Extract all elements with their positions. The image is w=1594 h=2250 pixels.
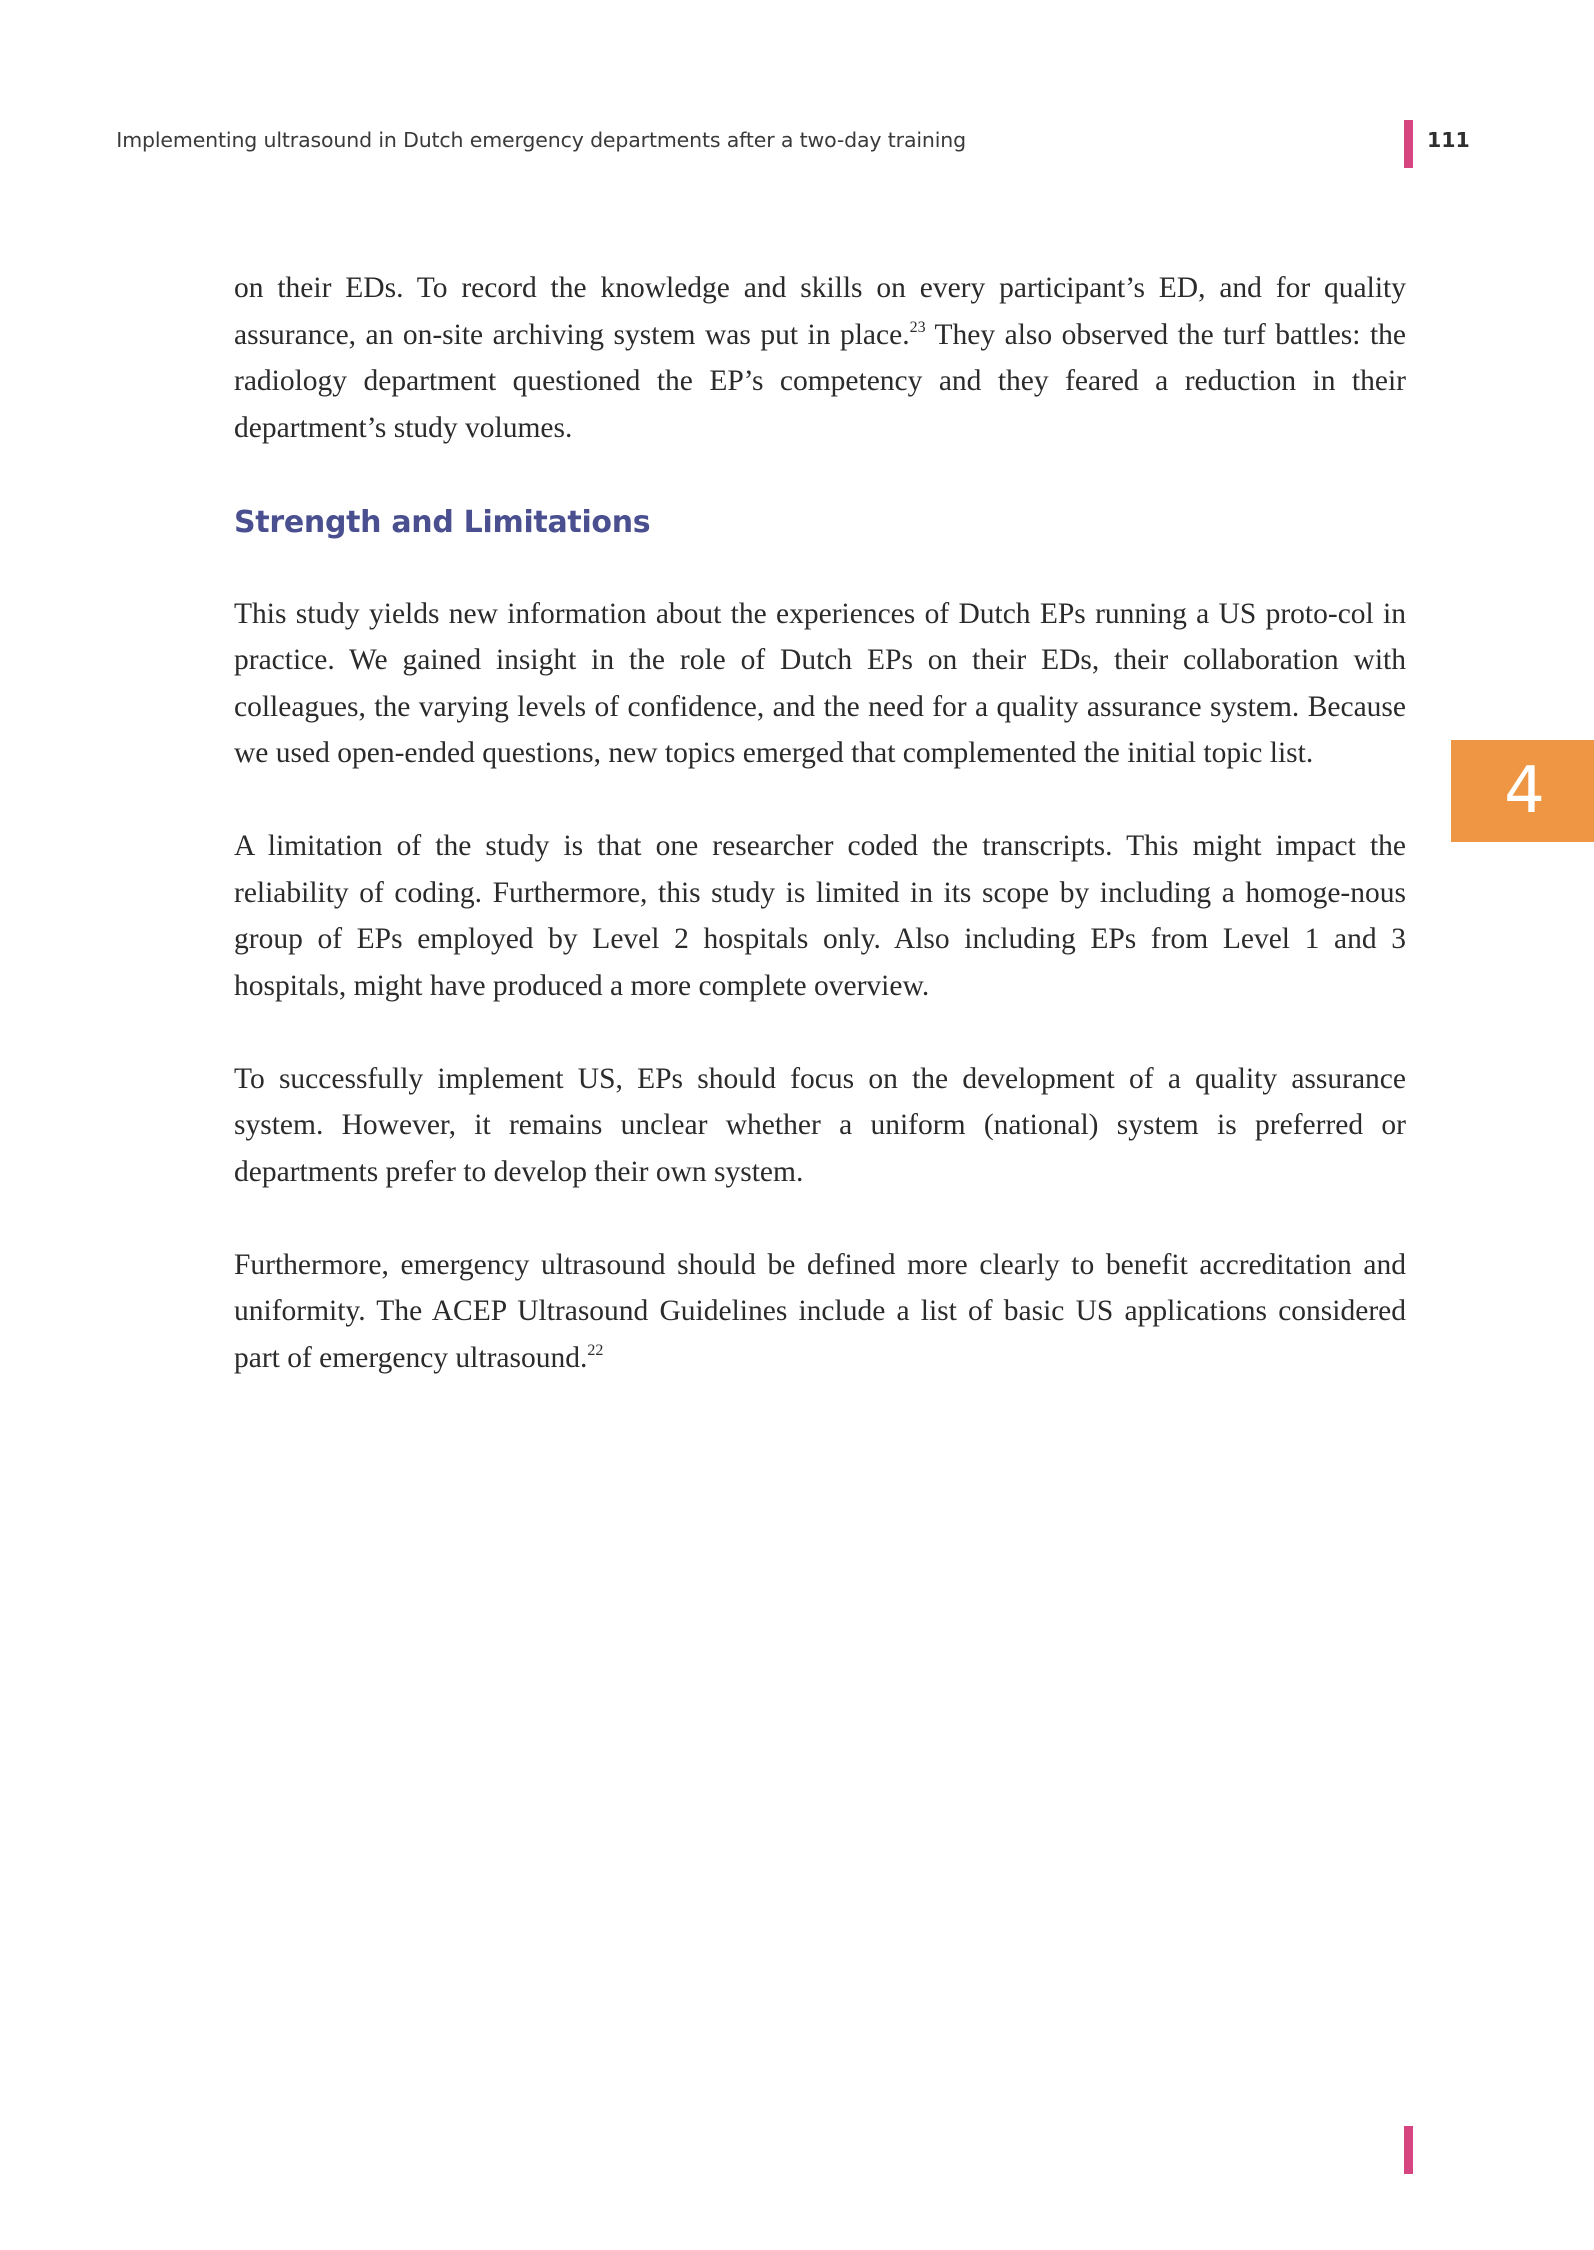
citation-superscript: 22 (587, 1341, 604, 1359)
footer-accent-bar (1404, 2126, 1413, 2174)
paragraph-strengths: This study yields new information about the experiences of Dutch EPs running a US proto-col in practice. We gained insight in the role of Dutch EPs on their EDs, their collaboration with colleagues, the varying levels of confidence, and the need for a quality assurance system. Because we used open-ended questions, new topics emerged that complemented the initial topic list. (234, 597, 1406, 769)
paragraph-definition (234, 1242, 1406, 1382)
main-content (234, 265, 1406, 1381)
paragraph-quality-assurance: To successfully implement US, EPs should focus on the development of a quality assurance system. However, it remains unclear whether a uniform (national) system is preferred or departments prefer to develop their own system. (234, 1062, 1406, 1188)
header-accent-bar (1404, 120, 1413, 168)
section-heading: Strength and Limitations (234, 504, 651, 540)
paragraph-limitations: A limitation of the study is that one researcher coded the transcripts. This might impact the reliability of coding. Furthermore, this study is limited in its scope by including a homoge-nous group of EPs employed by Level 2 hospitals only. Also including EPs from Level 1 and 3 hospitals, might have produced a more complete overview. (234, 830, 1406, 1002)
paragraph-text: on their EDs. To record the knowledge and skills on every participant’s ED, and for quality assurance, an on-site archiving system was put in place. (234, 272, 1406, 351)
running-header-title: Implementing ultrasound in Dutch emergency departments after a two-day training (116, 128, 966, 152)
paragraph-text: They also observed the turf battles: the radiology department questioned the EP’s competency and they feared a reduction in their department’s study volumes. (234, 318, 1406, 444)
page-number: 111 (1427, 128, 1470, 152)
paragraph-text: Furthermore, emergency ultrasound should be defined more clearly to benefit accreditation and uniformity. The ACEP Ultrasound Guidelines include a list of basic US applications considered part of emergency ultrasound. (234, 1248, 1406, 1374)
citation-superscript: 23 (909, 318, 926, 336)
paragraph-turf-battles (234, 265, 1406, 451)
chapter-tab: 4 (1451, 740, 1594, 842)
